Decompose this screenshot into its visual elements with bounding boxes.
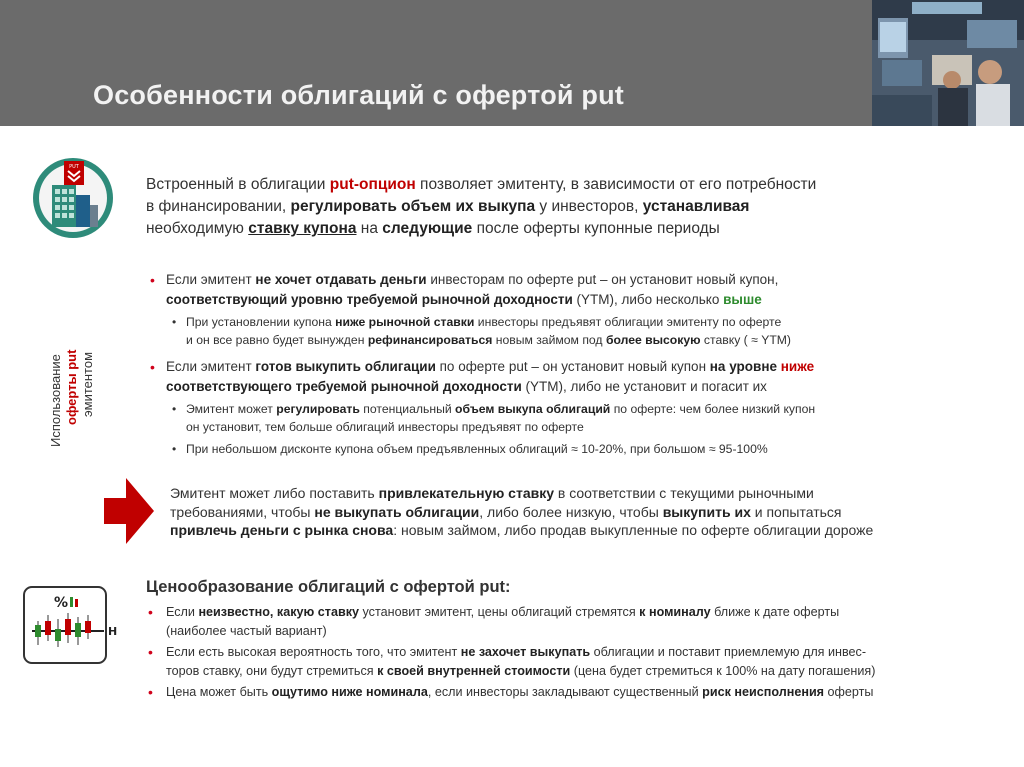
list-item-line: и он все равно будет вынужден рефинансироваться новым займом под более высокую ставку ( ≈ YTM): [186, 333, 791, 347]
pricing-list: [146, 603, 1006, 702]
callout-line: привлечь деньги с рынка снова: новым займом, либо продав выкупленные по оферте облигации дороже: [170, 522, 874, 538]
list-item-line: • Если эмитент готов выкупить облигации по оферте put – он установит новый купон на уровне ниже: [166, 359, 815, 374]
callout-text: [170, 484, 980, 540]
sub-list-item: [148, 440, 1008, 458]
list-item-line: • Цена может быть ощутимо ниже номинала, если инвесторы закладывают существенный риск неисполнения оферты: [166, 685, 874, 699]
side-label-line2: оферты put: [64, 349, 79, 425]
intro-line: в финансировании, регулировать объем их выкупа у инвесторов, устанавливая: [146, 198, 750, 215]
list-item-line: он установит, тем больше облигаций инвесторы предъявят по оферте: [186, 420, 584, 434]
building-icon: [30, 155, 116, 241]
chart-icon-percent: %: [54, 595, 69, 611]
list-item: [148, 357, 1008, 397]
side-label-line3: эмитентом: [80, 351, 95, 417]
list-item-line: соответствующий уровню требуемой рыночной доходности (YTM), либо несколько выше: [166, 292, 762, 307]
list-item: [148, 270, 1008, 310]
intro-paragraph: [146, 174, 986, 240]
list-item-line: • Если неизвестно, какую ставку установит эмитент, цены облигаций стремятся к номиналу ближе к дате оферты: [166, 605, 840, 619]
list-item: [146, 683, 1006, 702]
list-item-line: торов ставку, они будут стремиться к своей внутренней стоимости (цена будет стремиться к 100% на дату погашения): [166, 663, 876, 678]
list-item-line: соответствующего требуемой рыночной доходности (YTM), либо не установит и погасит их: [166, 379, 767, 394]
list-item: [146, 643, 1006, 680]
page-title: Особенности облигаций с офертой put: [93, 80, 624, 110]
list-item-line: (наиболее частый вариант): [166, 623, 327, 638]
callout-line: Эмитент может либо поставить привлекательную ставку в соответствии с текущими рыночными: [170, 485, 814, 501]
list-item-line: • Если эмитент не хочет отдавать деньги инвесторам по оферте put – он установит новый купон,: [166, 272, 779, 287]
list-item-line: • Эмитент может регулировать потенциальный объем выкупа облигаций по оферте: чем более низкий купон: [186, 402, 816, 416]
building-badge-text: PUT: [69, 164, 79, 170]
side-label: [46, 305, 106, 450]
intro-line: необходимую ставку купона на следующие после оферты купонные периоды: [146, 220, 720, 237]
intro-line: Встроенный в облигации put-опцион позволяет эмитенту, в зависимости от его потребности: [146, 176, 817, 193]
header-bar: [0, 0, 1024, 126]
percent-chart-icon: [22, 585, 124, 665]
pricing-section-title: Ценообразование облигаций с офертой put:: [146, 578, 511, 596]
issuer-usage-list: [148, 270, 1008, 458]
list-item: [146, 603, 1006, 640]
trading-floor-photo: [872, 0, 1024, 126]
arrow-right-icon: [104, 478, 154, 544]
chart-icon-h: Н: [108, 625, 118, 638]
sub-list-item: [148, 313, 1008, 349]
callout-line: требованиями, чтобы не выкупать облигации, либо более низкую, чтобы выкупить их и попытаться: [170, 503, 842, 520]
side-label-line1: Использование: [48, 354, 63, 447]
sub-list-item: [148, 400, 1008, 436]
list-item-line: • Если есть высокая вероятность того, что эмитент не захочет выкупать облигации и поставит приемлемую для инвес-: [166, 645, 867, 659]
list-item-line: • При небольшом дисконте купона объем предъявленных облигаций ≈ 10-20%, при большом ≈ 95-100%: [186, 442, 768, 456]
list-item-line: • При установлении купона ниже рыночной ставки инвесторы предъявят облигации эмитенту по оферте: [186, 315, 782, 329]
